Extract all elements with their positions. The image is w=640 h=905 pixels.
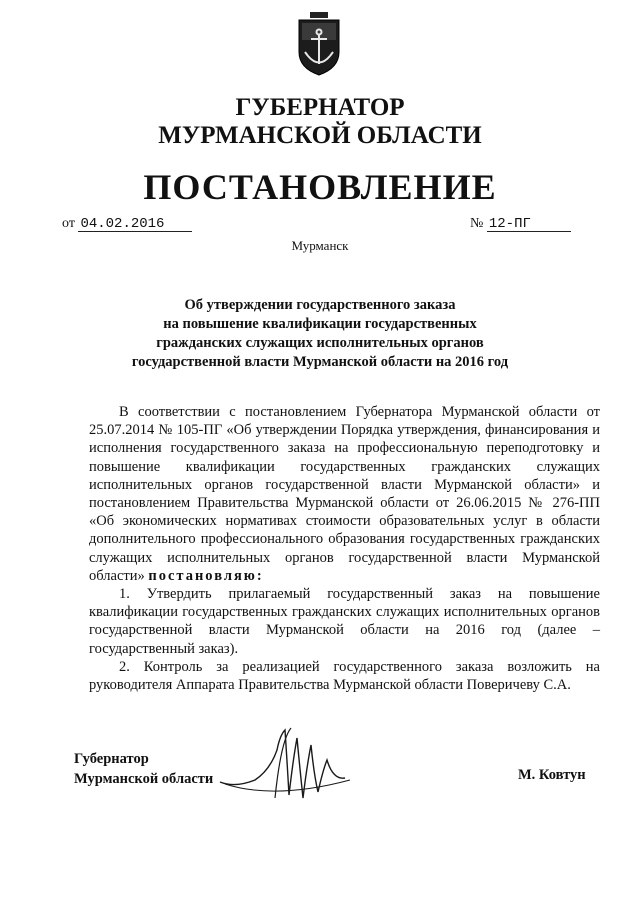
document-title [90, 296, 550, 372]
title-line: гражданских служащих исполнительных органов [156, 335, 484, 351]
document-type: ПОСТАНОВЛЕНИЕ [143, 167, 497, 207]
document-body [89, 403, 600, 694]
org-name-line2: МУРМАНСКОЙ ОБЛАСТИ [158, 122, 482, 149]
signatory-position [74, 749, 213, 789]
handwritten-signature [215, 720, 355, 810]
resolution-word: постановляю: [148, 567, 264, 584]
position-line1: Губернатор [74, 751, 149, 767]
date-value: 04.02.2016 [78, 217, 192, 232]
date-prefix: от [62, 216, 75, 231]
signatory-name: М. Ковтун [518, 767, 586, 783]
coat-of-arms-icon [294, 12, 344, 76]
body-paragraph-item2: 2. Контроль за реализацией государственного заказа возложить на руководителя Аппарата Правительства Мурманской области Поверичеву С.А. [89, 658, 600, 694]
position-line2: Мурманской области [74, 771, 214, 787]
document-date [62, 216, 192, 232]
city: Мурманск [291, 238, 349, 253]
org-name-line1: ГУБЕРНАТОР [235, 94, 405, 121]
preamble-text: В соответствии с постановлением Губернатора Мурманской области от 25.07.2014 № 105-ПГ «Об утверждении Порядка утверждения, финансирования и исполнения государственного заказа на профессиональную переподготовку и повышение квалификации государственных гражданских служащих исполнительных органов государственной власти Мурманской области» и постановлением Правительства Мурманской области от 26.06.2015 № 276-ПП «Об экономических нормативах стоимости образовательных услуг в области дополнительного профессионального образования государственных гражданских служащих исполнительных органов государственной власти Мурманской области» [89, 404, 600, 584]
number-prefix: № [470, 216, 484, 231]
body-paragraph-preamble [89, 403, 600, 585]
number-value: 12-ПГ [487, 217, 571, 232]
title-line: государственной власти Мурманской области на 2016 год [131, 354, 509, 370]
title-line: на повышение квалификации государственных [163, 316, 477, 332]
body-paragraph-item1: 1. Утвердить прилагаемый государственный заказ на повышение квалификации государственных гражданских служащих исполнительных органов государственной власти Мурманской области на 2016 год (далее – государственный заказ). [89, 586, 600, 657]
document-number [470, 216, 571, 232]
title-line: Об утверждении государственного заказа [184, 297, 456, 313]
